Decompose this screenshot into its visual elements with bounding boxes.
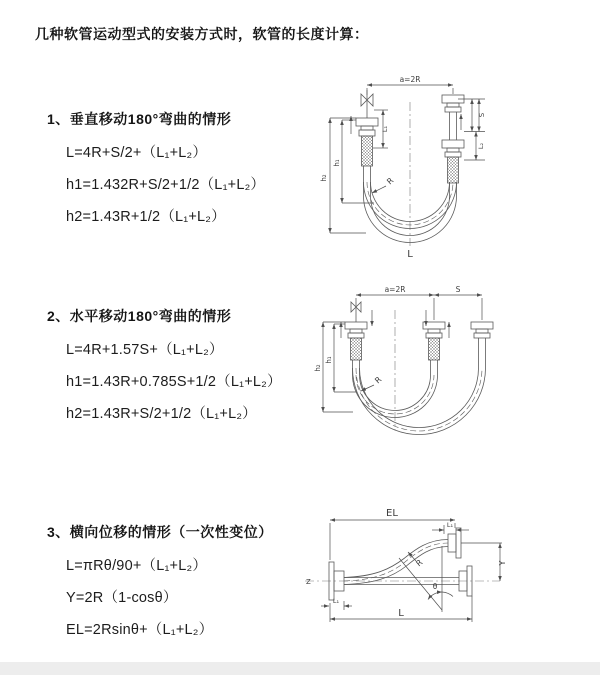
dim-label-a2r: a=2R bbox=[384, 285, 406, 294]
dim-label-el: EL bbox=[386, 508, 398, 519]
dim-label-l: L bbox=[398, 608, 404, 619]
radius-label: R bbox=[414, 557, 425, 569]
diagram-horizontal-movement-180 bbox=[305, 280, 570, 465]
section-3-formula-l: L=πRθ/90+（L₁+L₂） bbox=[66, 558, 208, 574]
dim-label-y: Y bbox=[498, 560, 507, 566]
section-1-formula-h2: h2=1.43R+1/2（L₁+L₂） bbox=[66, 209, 226, 225]
section-2-formula-h2: h2=1.43R+S/2+1/2（L₁+L₂） bbox=[66, 406, 257, 422]
dim-label-h1: h₁ bbox=[325, 356, 333, 364]
dim-label-s: S bbox=[478, 112, 486, 118]
dim-label-l1: L₁ bbox=[381, 125, 389, 133]
section-1-formula-l: L=4R+S/2+（L₁+L₂） bbox=[66, 145, 208, 161]
angle-label: θ bbox=[432, 582, 438, 591]
section-1-formula-h1: h1=1.432R+S/2+1/2（L₁+L₂） bbox=[66, 177, 266, 193]
dim-label-l1-top: L₁ bbox=[446, 521, 454, 529]
dim-el bbox=[330, 520, 455, 560]
radius-leader bbox=[408, 552, 416, 561]
section-3-heading: 3、横向位移的情形（一次性变位） bbox=[47, 524, 273, 540]
dim-a2r-s bbox=[356, 295, 482, 320]
right-pipe bbox=[471, 322, 493, 368]
bottom-strip bbox=[0, 662, 600, 675]
section-1-heading: 1、垂直移动180°弯曲的情形 bbox=[47, 111, 232, 127]
upper-flange bbox=[448, 528, 461, 558]
dim-label-h1: h₁ bbox=[333, 159, 341, 167]
dim-h bbox=[323, 322, 357, 412]
dim-label-l2: L₂ bbox=[477, 142, 485, 150]
diagram-vertical-movement-180 bbox=[310, 70, 560, 265]
dim-label-h2: h₂ bbox=[320, 174, 328, 182]
right-pipe bbox=[442, 95, 464, 196]
section-3-formula-y: Y=2R（1-cosθ） bbox=[66, 590, 178, 606]
dim-label-h2: h₂ bbox=[314, 364, 322, 372]
section-2-formula-l: L=4R+1.57S+（L₁+L₂） bbox=[66, 342, 224, 358]
axis-mark-label: Z bbox=[306, 578, 311, 586]
hose-u-bends bbox=[353, 368, 486, 435]
section-2-heading: 2、水平移动180°弯曲的情形 bbox=[47, 308, 232, 324]
diagram-lateral-displacement bbox=[295, 500, 595, 670]
left-pipe-valve bbox=[345, 302, 367, 375]
middle-pipe bbox=[423, 322, 445, 375]
dim-label-s: S bbox=[455, 285, 461, 294]
dim-s-l2 bbox=[458, 99, 485, 160]
radius-label: R bbox=[373, 374, 384, 386]
dim-label-l: L bbox=[407, 249, 413, 260]
dim-a2r bbox=[367, 85, 453, 95]
page-title: 几种软管运动型式的安装方式时，软管的长度计算： bbox=[35, 26, 369, 42]
radius-leader bbox=[372, 186, 386, 193]
section-2-formula-h1: h1=1.43R+0.785S+1/2（L₁+L₂） bbox=[66, 374, 282, 390]
left-pipe-valve bbox=[356, 90, 378, 196]
section-3-formula-el: EL=2Rsinθ+（L₁+L₂） bbox=[66, 622, 214, 638]
radius-label: R bbox=[385, 175, 396, 187]
dim-label-a2r: a=2R bbox=[399, 75, 421, 84]
dim-label-l1-bottom: L₁ bbox=[332, 597, 340, 605]
